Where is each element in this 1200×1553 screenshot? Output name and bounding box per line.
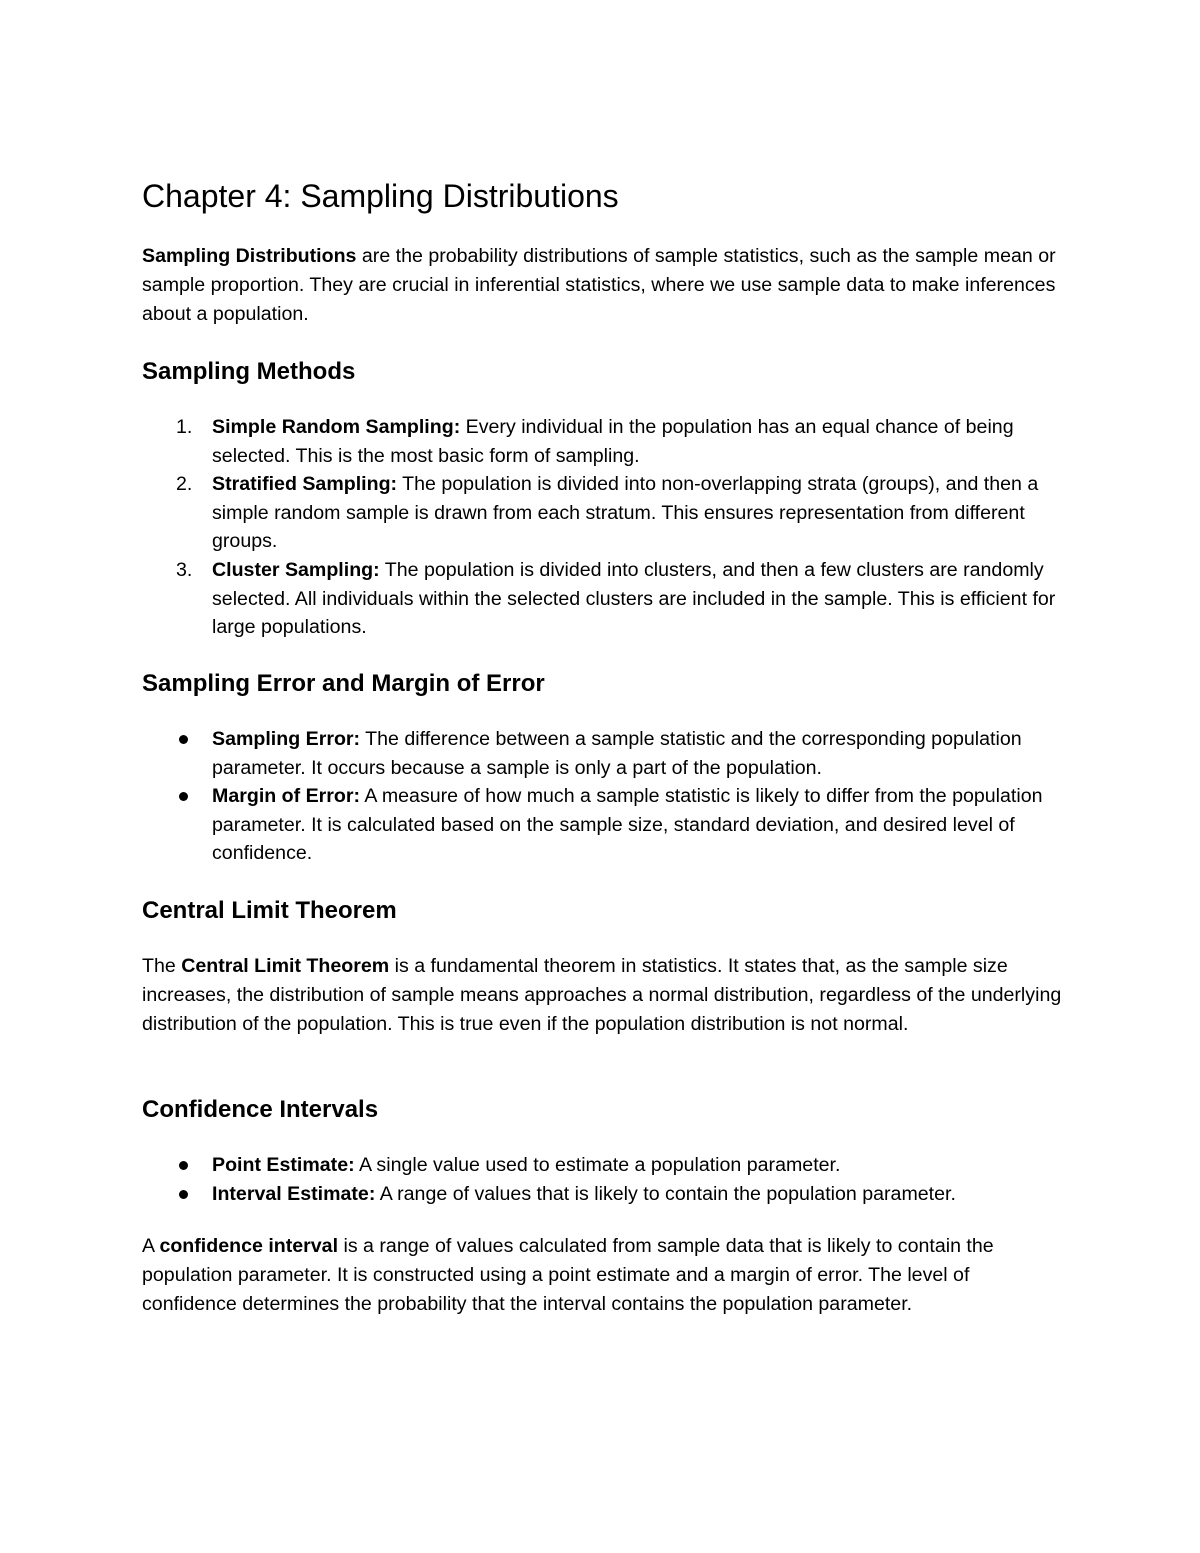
list-item (142, 725, 1072, 782)
list-number: 2. (176, 473, 193, 496)
list-item-text: A single value used to estimate a population parameter. (354, 1154, 841, 1176)
bullet-icon (179, 1190, 188, 1199)
list-item-text: A range of values that is likely to contain the population parameter. (375, 1182, 956, 1205)
list-item (142, 1180, 1072, 1209)
list-item (142, 470, 1072, 556)
page-title: Chapter 4: Sampling Distributions (142, 178, 619, 214)
section-heading-confidence-intervals: Confidence Intervals (142, 1096, 379, 1123)
sampling-methods-list (142, 413, 1072, 642)
list-item-term: Sampling Error: (212, 728, 361, 750)
intro-term: Sampling Distributions (142, 245, 357, 267)
confidence-term: confidence interval (159, 1235, 339, 1257)
confidence-paragraph (142, 1232, 1067, 1319)
list-item-text: A measure of how much a sample statistic is likely to differ from the population parameter. It is calculated based on the sample size, standard deviation, and desired level of confidence. (212, 785, 1043, 865)
list-item-text: The difference between a sample statistic and the corresponding population parameter. It occurs because a sample is only a part of the population. (212, 728, 1022, 779)
list-item-term: Interval Estimate: (212, 1182, 376, 1205)
list-item-term: Margin of Error: (212, 785, 361, 808)
bullet-icon (179, 735, 188, 744)
bullet-icon (179, 792, 188, 801)
clt-paragraph (142, 952, 1067, 1039)
confidence-pre: A (142, 1235, 160, 1257)
sampling-error-list (142, 725, 1072, 868)
section-heading-sampling-error: Sampling Error and Margin of Error (142, 670, 545, 697)
list-item-text: The population is divided into clusters, and then a few clusters are randomly selected. All individuals within the selected clusters are included in the sample. This is efficient for large populations. (212, 558, 1056, 639)
section-heading-sampling-methods: Sampling Methods (142, 358, 356, 385)
list-item-term: Cluster Sampling: (212, 558, 380, 581)
bullet-icon (179, 1161, 188, 1170)
list-item-text: The population is divided into non-overlapping strata (groups), and then a simple random sample is drawn from each stratum. This ensures representation from different groups. (212, 473, 1039, 553)
list-item (142, 413, 1072, 470)
list-item-term: Simple Random Sampling: (212, 416, 461, 438)
confidence-list (142, 1151, 1072, 1208)
clt-text: is a fundamental theorem in statistics. It states that, as the sample size increases, the distribution of sample means approaches a normal distribution, regardless of the underlying distribution of the population. This is true even if the population distribution is not normal. (142, 955, 1062, 1035)
list-item (142, 782, 1072, 868)
clt-pre: The (142, 955, 182, 977)
list-item-term: Stratified Sampling: (212, 473, 398, 496)
list-number: 1. (176, 416, 193, 438)
clt-term: Central Limit Theorem (181, 955, 390, 977)
section-heading-central-limit-theorem: Central Limit Theorem (142, 897, 397, 924)
intro-paragraph (142, 242, 1067, 329)
confidence-text: is a range of values calculated from sample data that is likely to contain the population parameter. It is constructed using a point estimate and a margin of error. The level of confidence determines the probability that the interval contains the population parameter. (142, 1235, 994, 1315)
list-item-term: Point Estimate: (212, 1154, 355, 1176)
list-item-text: Every individual in the population has an equal chance of being selected. This is the most basic form of sampling. (212, 416, 1014, 467)
intro-text: are the probability distributions of sample statistics, such as the sample mean or sample proportion. They are crucial in inferential statistics, where we use sample data to make inferences about a population. (142, 245, 1056, 325)
list-item (142, 1151, 1072, 1180)
list-item (142, 556, 1072, 642)
list-number: 3. (176, 558, 193, 581)
